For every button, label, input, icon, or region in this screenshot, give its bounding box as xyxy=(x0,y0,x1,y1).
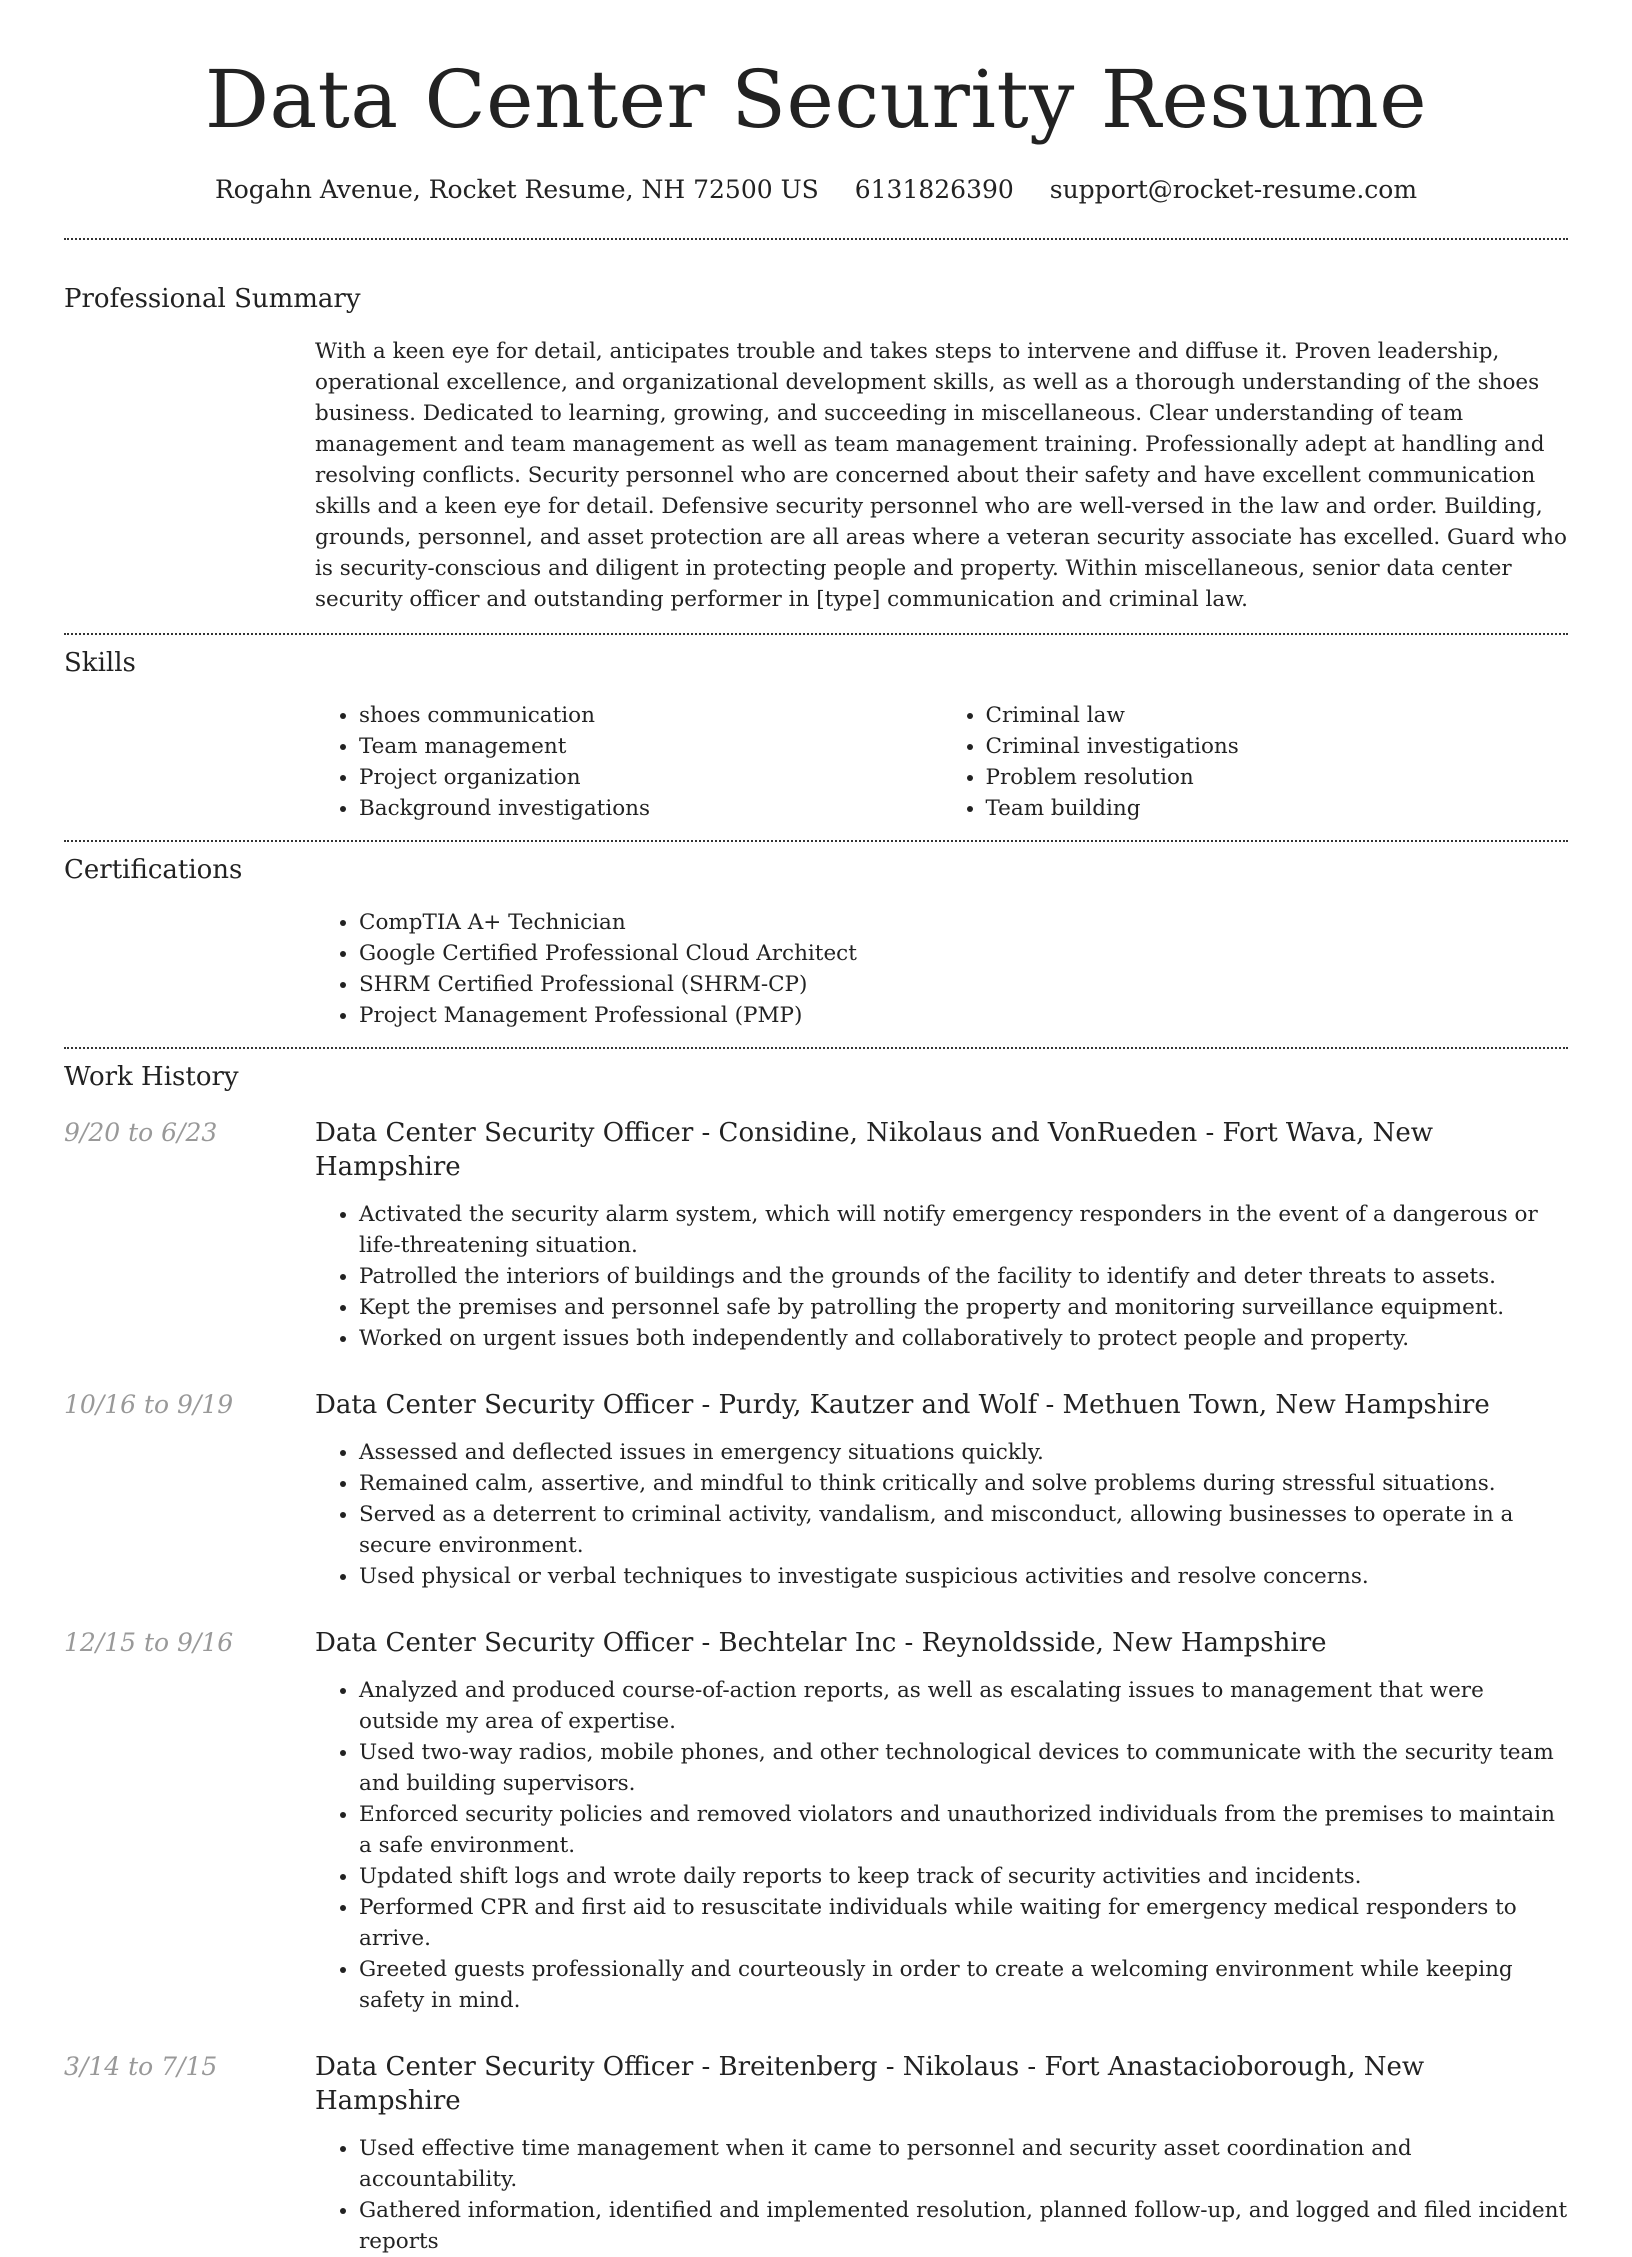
contact-phone: 6131826390 xyxy=(854,175,1014,204)
list-item: • Used two-way radios, mobile phones, and other technological devices to communicate with the security team and building supervisors. xyxy=(359,1737,1568,1799)
work-history-section xyxy=(64,1049,1568,2257)
list-item: • Used effective time management when it came to personnel and security asset coordination and accountability. xyxy=(359,2133,1568,2195)
list-item: • Project Management Professional (PMP) xyxy=(359,1000,1568,1031)
work-history-heading: Work History xyxy=(64,1062,239,1092)
list-item: • Worked on urgent issues both independently and collaboratively to protect people and property. xyxy=(359,1323,1568,1354)
list-item: • Assessed and deflected issues in emergency situations quickly. xyxy=(359,1437,1568,1468)
job-bullet-list xyxy=(315,2133,1568,2257)
summary-text: With a keen eye for detail, anticipates trouble and takes steps to intervene and diffuse it. Proven leadership, operational excellence, and organizational development skills, as well as a thorough understanding of the shoes business. Dedicated to learning, growing, and succeeding in miscellaneous. Clear understanding of team management and team management as well as team management training. Professionally adept at handling and resolving conflicts. Security personnel who are concerned about their safety and have excellent communication skills and a keen eye for detail. Defensive security personnel who are well-versed in the law and order. Building, grounds, personnel, and asset protection are all areas where a veteran security associate has excelled. Guard who is security-conscious and diligent in protecting people and property. Within miscellaneous, senior data center security officer and outstanding performer in [type] communication and criminal law. xyxy=(315,339,1567,612)
list-item: • Remained calm, assertive, and mindful to think critically and solve problems during stressful situations. xyxy=(359,1468,1568,1499)
list-item: • Gathered information, identified and implemented resolution, planned follow-up, and logged and filed incident reports xyxy=(359,2195,1568,2257)
list-item: • Enforced security policies and removed violators and unauthorized individuals from the premises to maintain a safe environment. xyxy=(359,1799,1568,1861)
list-item: • Project organization xyxy=(359,762,942,793)
job-bullets xyxy=(315,1437,1568,1592)
skills-section xyxy=(64,635,1568,840)
job-entry xyxy=(64,2050,1568,2257)
list-item: • Background investigations xyxy=(359,793,942,824)
list-item: • Problem resolution xyxy=(986,762,1569,793)
list-item: • Greeted guests professionally and courteously in order to create a welcoming environment while keeping safety in mind. xyxy=(359,1954,1568,2016)
job-title: Data Center Security Officer - Considine, Nikolaus and VonRueden - Fort Wava, New Hampshire xyxy=(315,1118,1433,1182)
list-item: • Team management xyxy=(359,731,942,762)
list-item: • Served as a deterrent to criminal activity, vandalism, and misconduct, allowing businesses to operate in a secure environment. xyxy=(359,1499,1568,1561)
list-item: • Used physical or verbal techniques to investigate suspicious activities and resolve concerns. xyxy=(359,1561,1568,1592)
job-bullet-list xyxy=(315,1437,1568,1592)
skills-heading: Skills xyxy=(64,648,136,678)
job-entry xyxy=(64,1626,1568,2016)
list-item: • SHRM Certified Professional (SHRM-CP) xyxy=(359,969,1568,1000)
list-item: • Criminal law xyxy=(986,700,1569,731)
job-bullets xyxy=(315,2133,1568,2257)
list-item: • Activated the security alarm system, which will notify emergency responders in the event of a dangerous or life-threatening situation. xyxy=(359,1199,1568,1261)
job-title: Data Center Security Officer - Breitenberg - Nikolaus - Fort Anastacioborough, New Hampshire xyxy=(315,2052,1425,2116)
list-item: • shoes communication xyxy=(359,700,942,731)
certifications-section xyxy=(64,842,1568,1047)
job-date: 9/20 to 6/23 xyxy=(64,1118,218,1147)
resume-title: Data Center Security Resume xyxy=(204,53,1428,146)
job-date: 3/14 to 7/15 xyxy=(64,2052,218,2081)
job-date: 10/16 to 9/19 xyxy=(64,1390,234,1419)
job-bullets xyxy=(315,1675,1568,2016)
list-item: • Kept the premises and personnel safe by patrolling the property and monitoring surveillance equipment. xyxy=(359,1292,1568,1323)
job-entry xyxy=(64,1116,1568,1354)
job-bullet-list xyxy=(315,1675,1568,2016)
skills-list-left xyxy=(315,700,942,824)
list-item: • Criminal investigations xyxy=(986,731,1569,762)
certifications-list-wrap xyxy=(315,907,1568,1031)
summary-heading: Professional Summary xyxy=(64,284,361,314)
contact-email: support@rocket-resume.com xyxy=(1049,175,1418,204)
skills-grid xyxy=(315,700,1568,824)
skills-list-right xyxy=(942,700,1569,824)
certifications-heading: Certifications xyxy=(64,855,243,885)
list-item: • Analyzed and produced course-of-action reports, as well as escalating issues to management that were outside my area of expertise. xyxy=(359,1675,1568,1737)
list-item: • Team building xyxy=(986,793,1569,824)
list-item: • Patrolled the interiors of buildings and the grounds of the facility to identify and deter threats to assets. xyxy=(359,1261,1568,1292)
contact-line xyxy=(64,174,1568,206)
list-item: • Updated shift logs and wrote daily reports to keep track of security activities and incidents. xyxy=(359,1861,1568,1892)
job-bullets xyxy=(315,1199,1568,1354)
job-date: 12/15 to 9/16 xyxy=(64,1628,234,1657)
job-bullet-list xyxy=(315,1199,1568,1354)
job-entry xyxy=(64,1388,1568,1592)
summary-section xyxy=(64,240,1568,633)
job-title: Data Center Security Officer - Bechtelar Inc - Reynoldsside, New Hampshire xyxy=(315,1628,1327,1658)
job-title: Data Center Security Officer - Purdy, Kautzer and Wolf - Methuen Town, New Hampshire xyxy=(315,1390,1490,1420)
list-item: • Google Certified Professional Cloud Architect xyxy=(359,938,1568,969)
list-item: • CompTIA A+ Technician xyxy=(359,907,1568,938)
contact-address: Rogahn Avenue, Rocket Resume, NH 72500 US xyxy=(214,175,819,204)
certifications-list xyxy=(315,907,1568,1031)
list-item: • Performed CPR and first aid to resuscitate individuals while waiting for emergency medical responders to arrive. xyxy=(359,1892,1568,1954)
